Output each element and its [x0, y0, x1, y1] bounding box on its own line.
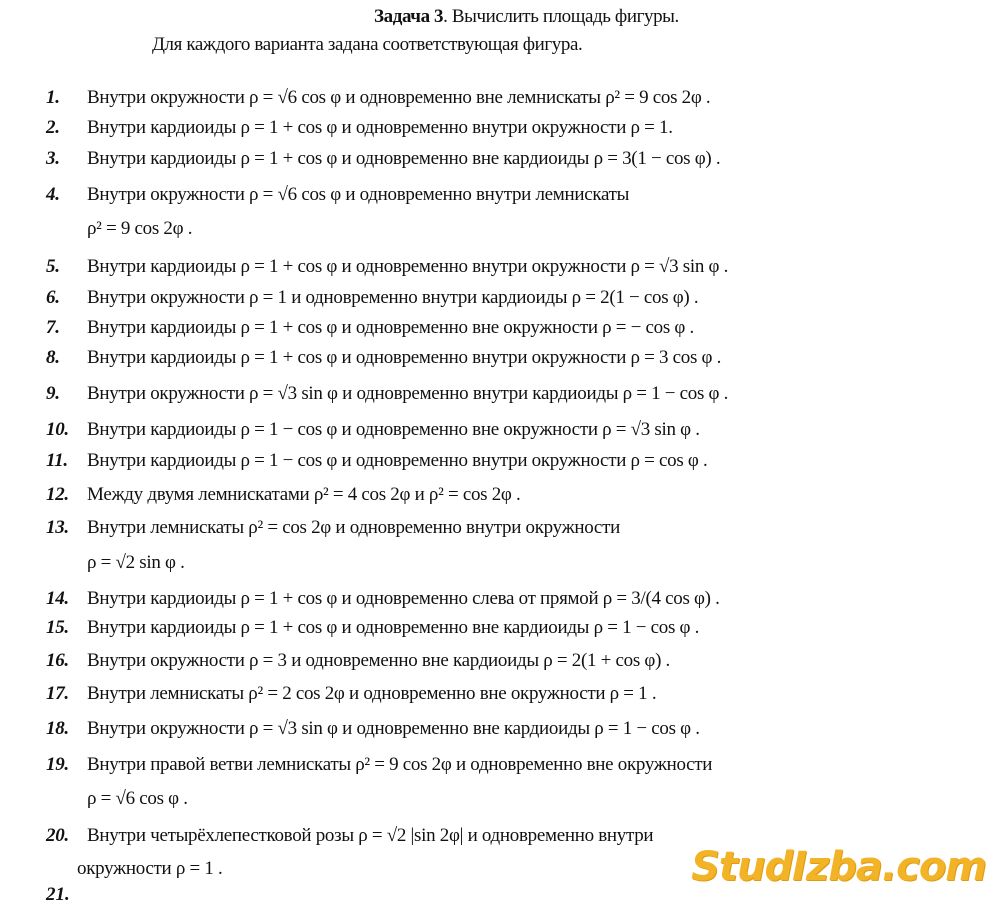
task-number: 7.	[46, 317, 60, 338]
watermark-logo: StudIzba.com	[691, 844, 986, 890]
task-number: 2.	[46, 117, 60, 138]
task-number: 14.	[46, 588, 69, 609]
task-number: 9.	[46, 383, 60, 404]
task-text: Внутри окружности ρ = √6 cos φ и одновременно внутри лемнискаты	[87, 184, 630, 205]
task-number: 12.	[46, 484, 69, 505]
task-text: Внутри кардиоиды ρ = 1 + cos φ и одновременно слева от прямой ρ = 3/(4 cos φ) .	[87, 588, 720, 609]
task-number: 18.	[46, 718, 69, 739]
page-title: Задача 3. Вычислить площадь фигуры.	[374, 6, 679, 27]
task-number: 15.	[46, 617, 69, 638]
task-number: 1.	[46, 87, 60, 108]
task-number: 5.	[46, 256, 60, 277]
task-number: 19.	[46, 754, 69, 775]
task-number: 10.	[46, 419, 69, 440]
task-text: Внутри кардиоиды ρ = 1 + cos φ и одновременно внутри окружности ρ = √3 sin φ .	[87, 256, 729, 277]
task-text-continuation: ρ = √2 sin φ .	[87, 552, 185, 573]
task-text: Внутри окружности ρ = √3 sin φ и одновременно вне кардиоиды ρ = 1 − cos φ .	[87, 718, 700, 739]
task-text: Внутри кардиоиды ρ = 1 − cos φ и одновременно внутри окружности ρ = cos φ .	[87, 450, 708, 471]
task-text: Внутри кардиоиды ρ = 1 + cos φ и одновременно вне кардиоиды ρ = 3(1 − cos φ) .	[87, 148, 721, 169]
task-number: 6.	[46, 287, 60, 308]
task-text: Внутри кардиоиды ρ = 1 + cos φ и одновременно вне кардиоиды ρ = 1 − cos φ .	[87, 617, 700, 638]
task-text-continuation: окружности ρ = 1 .	[77, 858, 223, 879]
task-text: Внутри окружности ρ = √6 cos φ и одновременно вне лемнискаты ρ² = 9 cos 2φ .	[87, 87, 711, 108]
task-text: Между двумя лемнискатами ρ² = 4 cos 2φ и ρ² = cos 2φ .	[87, 484, 521, 505]
task-text-continuation: ρ² = 9 cos 2φ .	[87, 218, 193, 239]
task-text: Внутри лемнискаты ρ² = cos 2φ и одновременно внутри окружности	[87, 517, 620, 538]
page-subtitle: Для каждого варианта задана соответствующая фигура.	[152, 34, 583, 55]
task-number: 20.	[46, 825, 69, 846]
task-text: Внутри окружности ρ = √3 sin φ и одновременно внутри кардиоиды ρ = 1 − cos φ .	[87, 383, 729, 404]
task-text: Внутри правой ветви лемнискаты ρ² = 9 cos 2φ и одновременно вне окружности	[87, 754, 713, 775]
cutoff-task-number: 21.	[46, 884, 70, 905]
task-number: 4.	[46, 184, 60, 205]
task-text: Внутри кардиоиды ρ = 1 + cos φ и одновременно внутри окружности ρ = 1.	[87, 117, 673, 138]
task-text: Внутри кардиоиды ρ = 1 + cos φ и одновременно вне окружности ρ = − cos φ .	[87, 317, 694, 338]
task-text: Внутри окружности ρ = 1 и одновременно внутри кардиоиды ρ = 2(1 − cos φ) .	[87, 287, 699, 308]
task-text-continuation: ρ = √6 cos φ .	[87, 788, 188, 809]
task-number: 3.	[46, 148, 60, 169]
task-text: Внутри четырёхлепестковой розы ρ = √2 |sin 2φ| и одновременно внутри	[87, 825, 654, 846]
task-number: 17.	[46, 683, 69, 704]
task-number: 8.	[46, 347, 60, 368]
task-text: Внутри окружности ρ = 3 и одновременно вне кардиоиды ρ = 2(1 + cos φ) .	[87, 650, 670, 671]
task-text: Внутри лемнискаты ρ² = 2 cos 2φ и одновременно вне окружности ρ = 1 .	[87, 683, 657, 704]
task-number: 16.	[46, 650, 69, 671]
task-number: 11.	[46, 450, 68, 471]
task-text: Внутри кардиоиды ρ = 1 − cos φ и одновременно вне окружности ρ = √3 sin φ .	[87, 419, 700, 440]
task-number: 13.	[46, 517, 69, 538]
task-text: Внутри кардиоиды ρ = 1 + cos φ и одновременно внутри окружности ρ = 3 cos φ .	[87, 347, 722, 368]
